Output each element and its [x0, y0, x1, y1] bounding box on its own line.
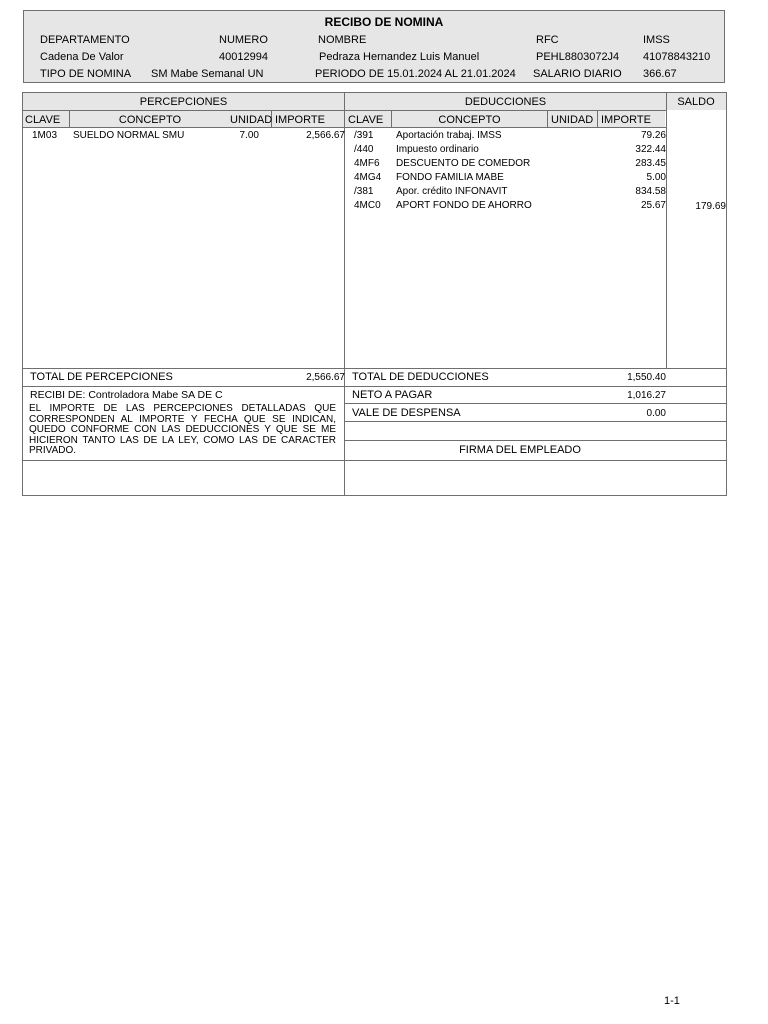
numero-value: 40012994 [219, 51, 268, 63]
neto-value: 1,016.27 [627, 390, 666, 401]
divider [22, 460, 726, 461]
row-concepto: DESCUENTO DE COMEDOR [396, 158, 531, 169]
divider [597, 110, 598, 127]
saldo-value: 179.69 [695, 201, 726, 212]
row-importe: 834.58 [635, 186, 666, 197]
total-percepciones-value: 2,566.67 [306, 372, 345, 383]
col-concepto: CONCEPTO [118, 114, 182, 126]
col-unidad: UNIDAD [551, 114, 594, 126]
departamento-label: DEPARTAMENTO [40, 34, 130, 46]
total-percepciones-label: TOTAL DE PERCEPCIONES [30, 371, 173, 383]
nombre-label: NOMBRE [318, 34, 367, 46]
row-importe: 283.45 [635, 158, 666, 169]
divider [22, 368, 726, 369]
total-deducciones-label: TOTAL DE DEDUCCIONES [352, 371, 489, 383]
row-clave: 1M03 [32, 130, 58, 141]
numero-label: NUMERO [219, 34, 268, 46]
imss-value: 41078843210 [643, 51, 711, 63]
col-clave: CLAVE [348, 114, 384, 126]
row-importe: 5.00 [646, 172, 666, 183]
page-number: 1-1 [664, 995, 680, 1007]
row-unidad: 7.00 [239, 130, 259, 141]
row-clave: /381 [354, 186, 374, 197]
divider [344, 440, 726, 441]
row-importe: 79.26 [640, 130, 666, 141]
divider [344, 421, 726, 422]
divider [547, 110, 548, 127]
departamento-value: Cadena De Valor [40, 51, 124, 63]
row-concepto: Aportación trabaj. IMSS [396, 130, 502, 141]
rfc-value: PEHL8803072J4 [536, 51, 620, 63]
legal-text: EL IMPORTE DE LAS PERCEPCIONES DETALLADAS QUE CORRESPONDEN AL IMPORTE Y FECHA QUE SE INDICAN, QUEDO CONFORME CON LAS DEDUCCIONES Y QUE SE ME HICIERON TANTO LAS DE LA LEY, COMO LAS DE CARACTER PRIVADO. [29, 403, 336, 456]
row-importe: 25.67 [640, 200, 666, 211]
imss-label: IMSS [643, 34, 670, 46]
row-importe: 2,566.67 [306, 130, 345, 141]
row-clave: 4MG4 [354, 172, 382, 183]
saldo-title: SALDO [677, 96, 715, 108]
tipo-nomina-value: SM Mabe Semanal UN [151, 68, 264, 80]
tipo-nomina-label: TIPO DE NOMINA [40, 68, 132, 80]
row-importe: 322.44 [635, 144, 666, 155]
divider [344, 403, 726, 404]
percepciones-title: PERCEPCIONES [139, 96, 228, 108]
row-clave: 4MC0 [354, 200, 381, 211]
divider [344, 92, 345, 496]
rfc-label: RFC [536, 34, 559, 46]
periodo: PERIODO DE 15.01.2024 AL 21.01.2024 [315, 68, 516, 80]
row-concepto: Impuesto ordinario [396, 144, 479, 155]
row-concepto: Apor. crédito INFONAVIT [396, 186, 508, 197]
vale-label: VALE DE DESPENSA [352, 407, 461, 419]
row-clave: /440 [354, 144, 374, 155]
col-importe: IMPORTE [275, 114, 325, 126]
row-concepto: APORT FONDO DE AHORRO [396, 200, 532, 211]
col-clave: CLAVE [25, 114, 61, 126]
nombre-value: Pedraza Hernandez Luis Manuel [319, 51, 480, 63]
firma-empleado-label: FIRMA DEL EMPLEADO [459, 444, 581, 456]
total-deducciones-value: 1,550.40 [627, 372, 666, 383]
col-concepto: CONCEPTO [438, 114, 501, 126]
col-unidad: UNIDAD [230, 114, 273, 126]
salario-diario-label: SALARIO DIARIO [533, 68, 622, 80]
row-clave: 4MF6 [354, 158, 380, 169]
row-clave: /391 [354, 130, 374, 141]
row-concepto: SUELDO NORMAL SMU [73, 130, 185, 141]
deducciones-title: DEDUCCIONES [464, 96, 547, 108]
salario-diario-value: 366.67 [643, 68, 677, 80]
neto-label: NETO A PAGAR [352, 389, 433, 401]
divider [22, 386, 726, 387]
divider [666, 92, 667, 368]
receipt-title: RECIBO DE NOMINA [324, 15, 444, 29]
col-importe: IMPORTE [601, 114, 651, 126]
recibi-de: RECIBI DE: Controladora Mabe SA DE C [30, 389, 223, 401]
row-concepto: FONDO FAMILIA MABE [396, 172, 504, 183]
vale-value: 0.00 [646, 408, 666, 419]
